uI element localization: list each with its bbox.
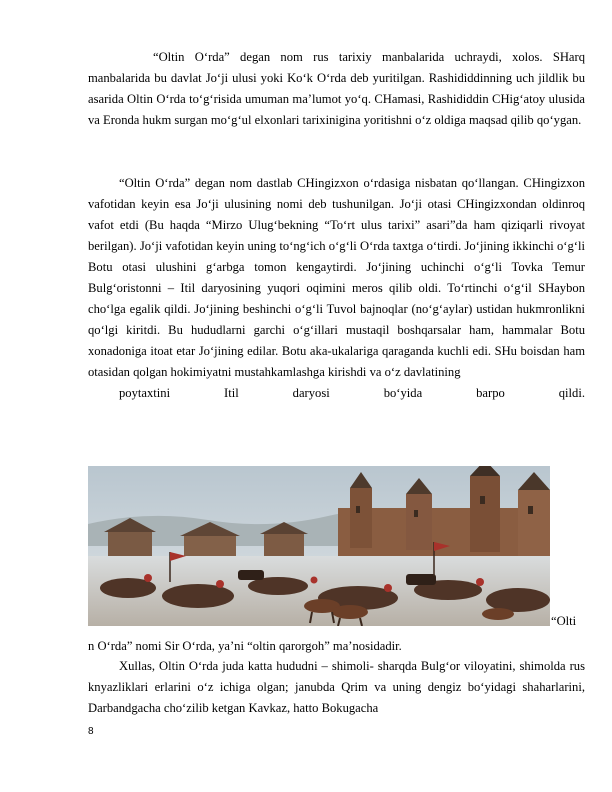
caption-continuation: n O‘rda” nomi Sir O‘rda, ya’ni “oltin qarorgoh” ma’nosidadir. (88, 639, 402, 653)
painting-illustration (88, 466, 550, 626)
paragraph-intro: “Oltin O‘rda” degan nom rus tarixiy manbalarida uchraydi, xolos. SHarq manbalarida bu davlat Jo‘ji ulusi yoki Ko‘k O‘rda deb yuritilgan. Rashididdinning uch jildlik bu asarida Oltin O‘rda to‘g‘risida umuman ma’lumot yo‘q. CHamasi, Rashididdin CHig‘atoy ulusida va Eronda hukm surgan mo‘g‘ul elxonlari tarixinigina yoritishni o‘z oldiga maqsad qilib qo‘ygan. (88, 50, 585, 127)
page-number: 8 (88, 726, 94, 737)
paragraph-history-last-line: poytaxtini Itil daryosi bo‘yida barpo qildi. (119, 386, 585, 400)
paragraph-territory: Xullas, Oltin O‘rda juda katta hududni – shimoli- sharqda Bulg‘or viloyatini, shimolda rus knyazliklari erlarini o‘z ichiga olgan; janubda Qrim va uning dengiz bo‘yidagi shaharlarini, Darbandgacha cho‘zilib ketgan Kavkaz, hatto Bokugacha (88, 659, 585, 715)
caption-start: “Olti (551, 614, 577, 628)
historical-painting (88, 466, 550, 626)
paragraph-history-body: “Oltin O‘rda” degan nom dastlab CHingizxon o‘rdasiga nisbatan qo‘llangan. CHingizxon vafotidan keyin esa Jo‘ji ulusining nomi deb tushunilgan. Jo‘ji otasi CHingizxondan oldinroq vafot etdi (Bu haqda “Mirzo Ulug‘bekning “To‘rt ulus tarixi” asari”da ham qiziqarli rivoyat berilgan). Jo‘ji vafotidan keyin uning to‘ng‘ich o‘g‘li O‘rda taxtga o‘tirdi. Jo‘jining ikkinchi o‘g‘li Botu otasi ulushini g‘arbga tomon kengaytirdi. Jo‘jining uchinchi o‘g‘li Tovka Temur Bulg‘oristonni – Itil daryosining yuqori oqimini meros qilib oldi. To‘rtinchi o‘g‘il SHaybon cho‘lga egalik qildi. Jo‘jining beshinchi o‘g‘li Tuvol bajnoqlar (no‘g‘aylar) ustidan hukmronlikni qo‘lgi kiritdi. Bu hududlarni garchi o‘g‘illari mustaqil boshqarsalar ham, hammalar Botu xonadoniga itoat etar Jo‘jining edilar. Botu aka-ukalariga qaraganda kuchli edi. SHu boisdan ham otasidan qolgan hokimiyatni mustahkamlashga kirishdi va o‘z davlatining (88, 176, 585, 379)
paragraph-history (88, 173, 585, 404)
